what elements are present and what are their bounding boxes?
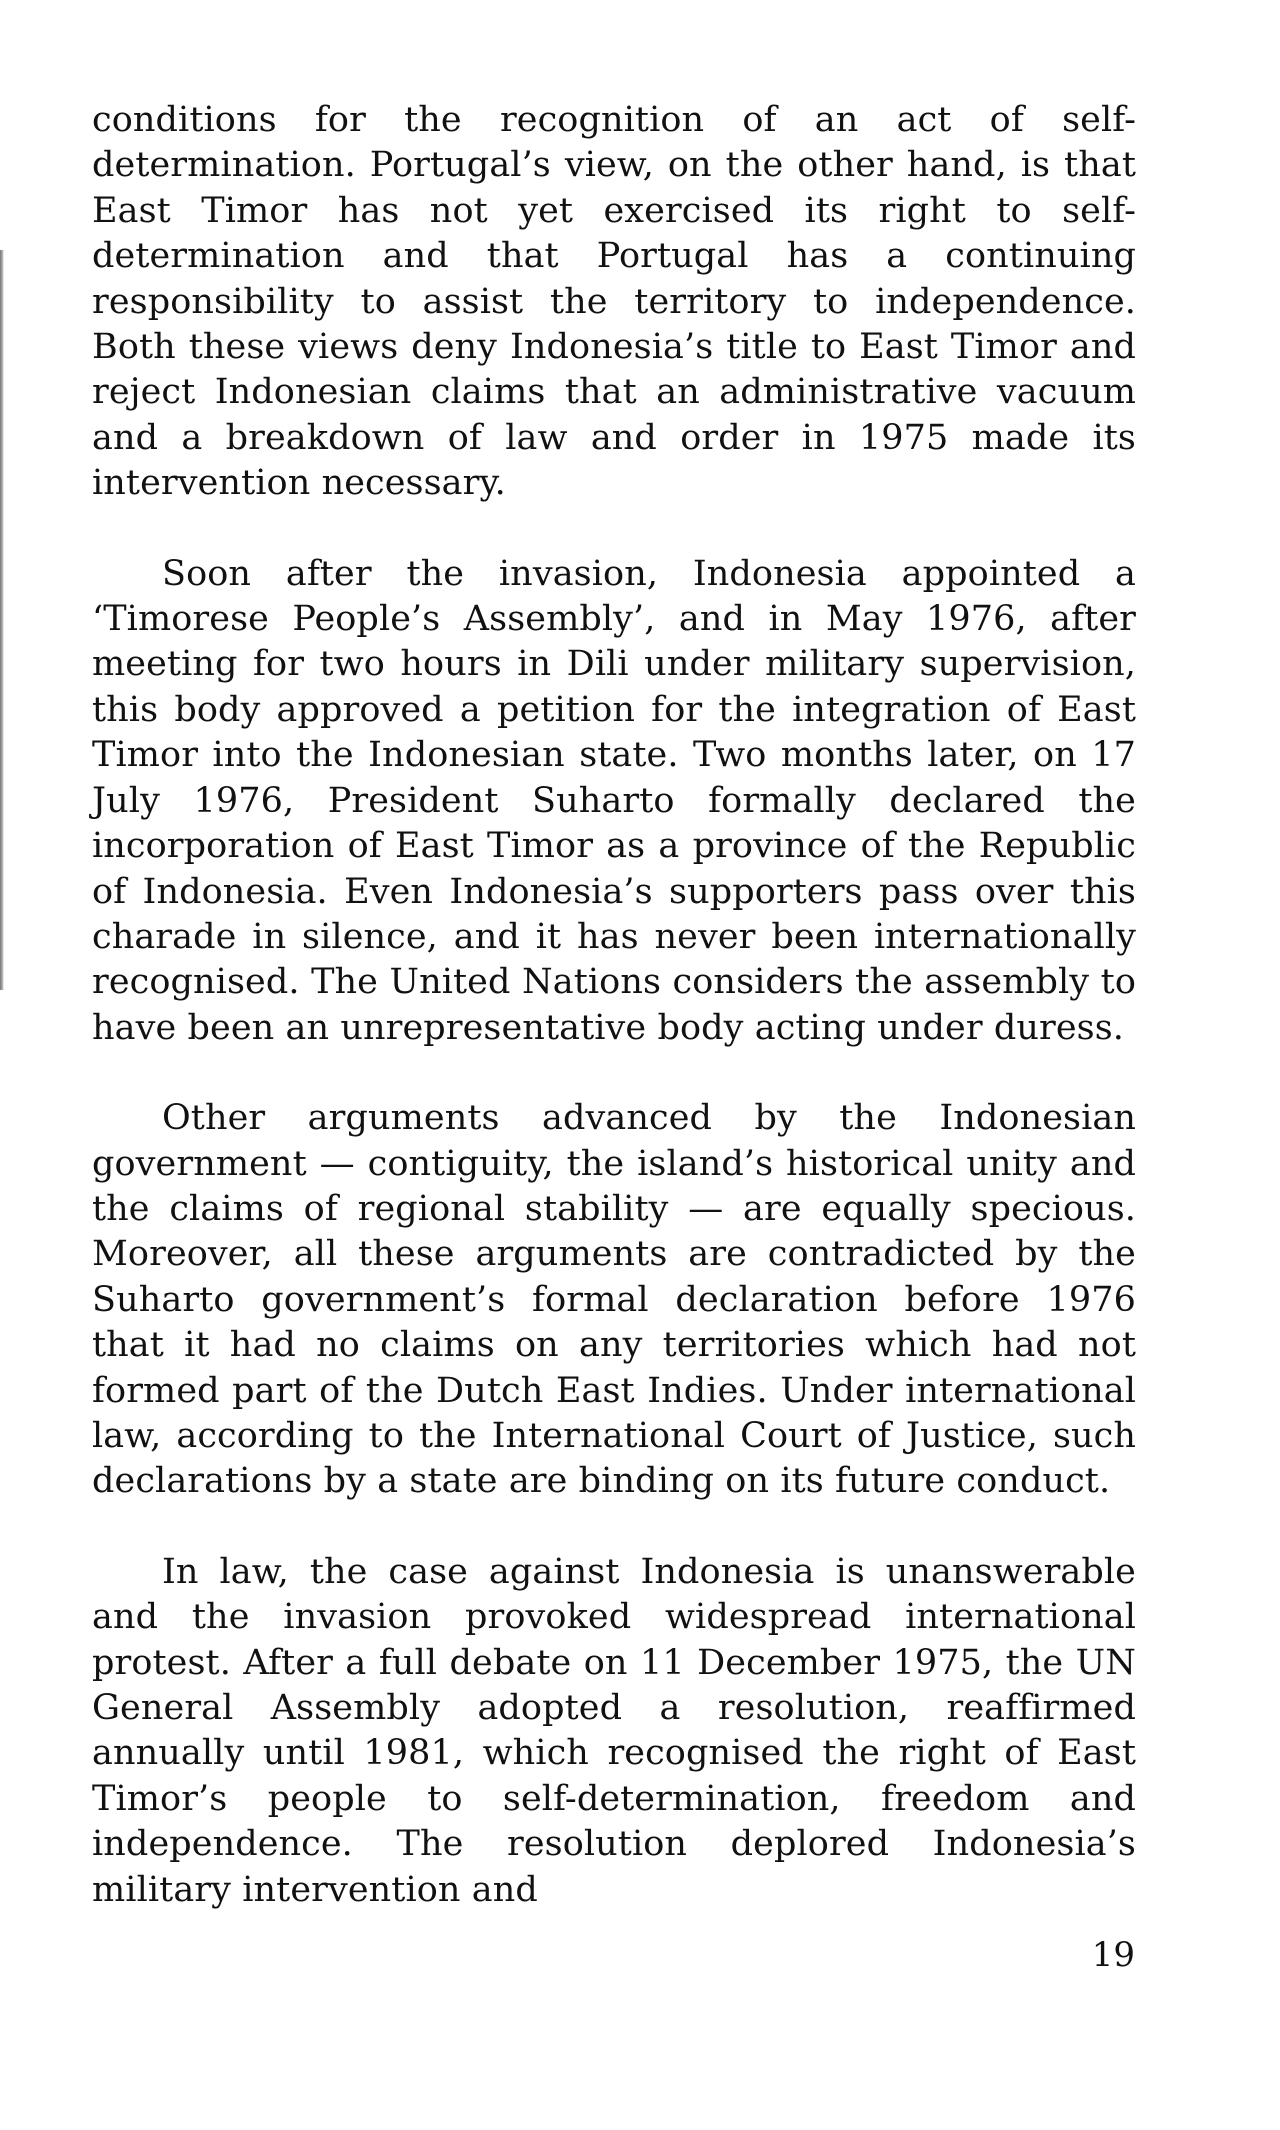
paragraph-other-arguments: Other arguments advanced by the Indonesian government — contiguity, the island’s historical unity and the claims of regional stability — are equally specious. Moreover, all these arguments are contradicted by the Suharto government’s formal declaration before 1976 that it had no claims on any territories which had not formed part of the Dutch East Indies. Under international law, according to the International Court of Justice, such declarations by a state are binding on its future conduct. bbox=[92, 1098, 1136, 1502]
paragraph-peoples-assembly: Soon after the invasion, Indonesia appointed a ‘Timorese People’s Assembly’, and in May 1976, after meeting for two hours in Dili under military supervision, this body approved a petition for the integration of East Timor into the Indonesian state. Two months later, on 17 July 1976, President Suharto formally declared the incorporation of East Timor as a province of the Republic of Indonesia. Even Indonesia’s supporters pass over this charade in silence, and it has never been internationally recognised. The United Nations considers the assembly to have been an unrepresentative body acting under duress. bbox=[92, 553, 1136, 1048]
paragraph-in-law: In law, the case against Indonesia is unanswerable and the invasion provoked widespread international protest. After a full debate on 11 December 1975, the UN General Assembly adopted a resolution, reaffirmed annually until 1981, which recognised the right of East Timor’s people to self-determination, freedom and independence. The resolution deplored Indonesia’s military intervention and bbox=[92, 1551, 1136, 1910]
page-number: 19 bbox=[1091, 1935, 1135, 1975]
scan-binding-edge bbox=[0, 250, 4, 990]
body-text bbox=[92, 98, 1136, 1913]
paragraph-continuation: conditions for the recognition of an act of self-determination. Portugal’s view, on the other hand, is that East Timor has not yet exercised its right to self-determination and that Portugal has a continuing responsibility to assist the territory to independence. Both these views deny Indonesia’s title to East Timor and reject Indonesian claims that an administrative vacuum and a breakdown of law and order in 1975 made its intervention necessary. bbox=[92, 100, 1136, 504]
